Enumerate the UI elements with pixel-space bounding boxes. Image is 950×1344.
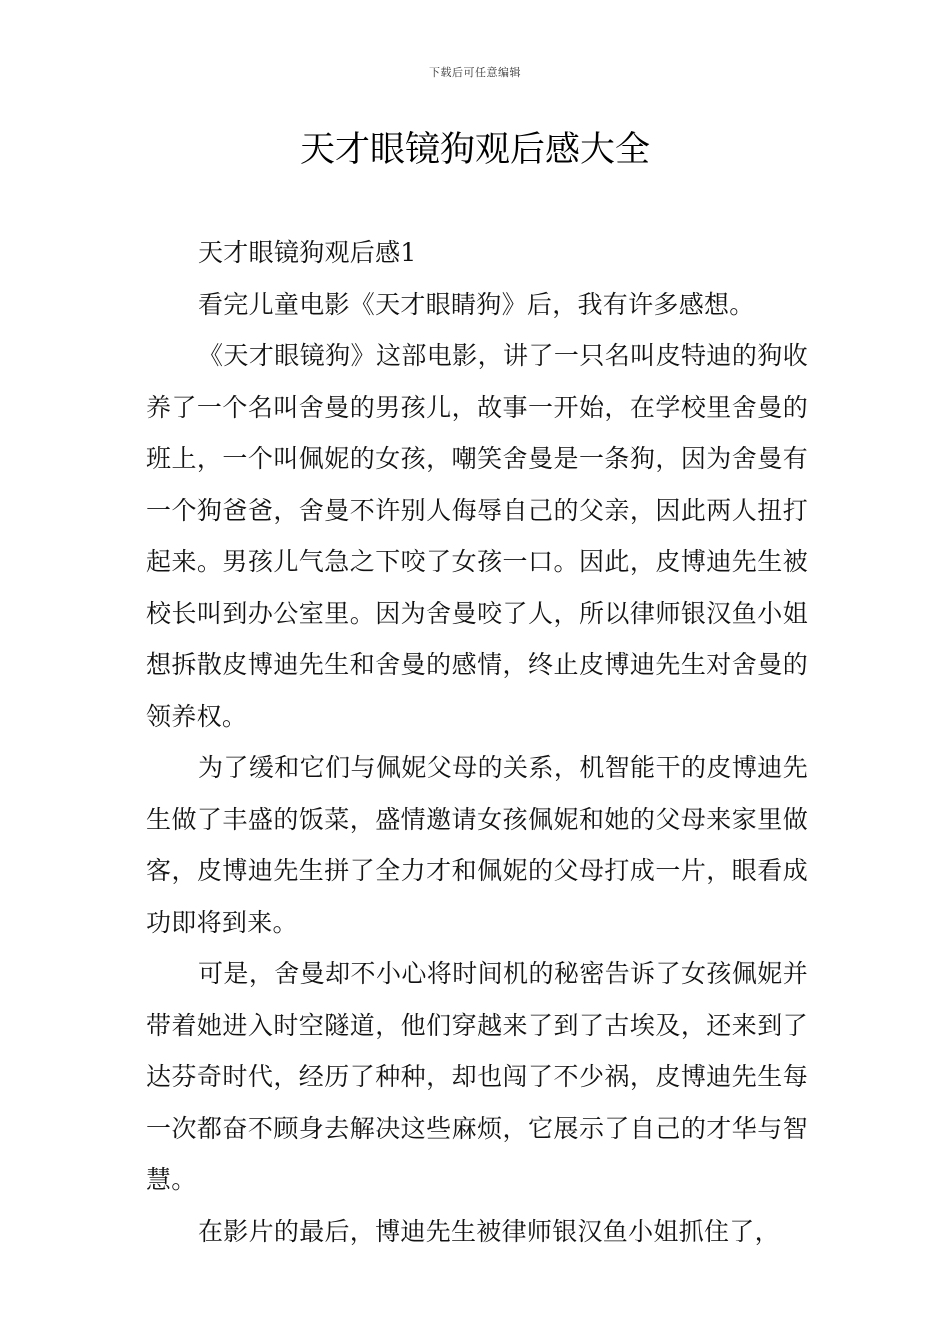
paragraph: 《天才眼镜狗》这部电影，讲了一只名叫皮特迪的狗收养了一个名叫舍曼的男孩儿，故事一开始，在学校里舍曼的班上，一个叫佩妮的女孩，嘲笑舍曼是一条狗，因为舍曼有一个狗爸爸，舍曼不许别人侮辱自己的父亲，因此两人扭打起来。男孩儿气急之下咬了女孩一口。因此，皮博迪先生被校长叫到办公室里。因为舍曼咬了人，所以律师银汉鱼小姐想拆散皮博迪先生和舍曼的感情，终止皮博迪先生对舍曼的领养权。 [146, 341, 808, 731]
header-note: 下载后可任意编辑 [429, 66, 521, 79]
document-body [146, 227, 808, 1257]
section-heading: 天才眼镜狗观后感1 [198, 238, 417, 267]
paragraph: 在影片的最后，博迪先生被律师银汉鱼小姐抓住了， [198, 1216, 780, 1246]
paragraph: 可是，舍曼却不小心将时间机的秘密告诉了女孩佩妮并带着她进入时空隧道，他们穿越来了到了古埃及，还来到了达芬奇时代，经历了种种，却也闯了不少祸，皮博迪先生每一次都奋不顾身去解决这些麻烦，它展示了自己的才华与智慧。 [146, 959, 808, 1194]
document-title: 天才眼镜狗观后感大全 [299, 130, 650, 170]
paragraph: 看完儿童电影《天才眼睛狗》后，我有许多感想。 [198, 289, 755, 319]
paragraph: 为了缓和它们与佩妮父母的关系，机智能干的皮博迪先生做了丰盛的饭菜，盛情邀请女孩佩妮和她的父母来家里做客，皮博迪先生拼了全力才和佩妮的父母打成一片，眼看成功即将到来。 [146, 753, 808, 937]
